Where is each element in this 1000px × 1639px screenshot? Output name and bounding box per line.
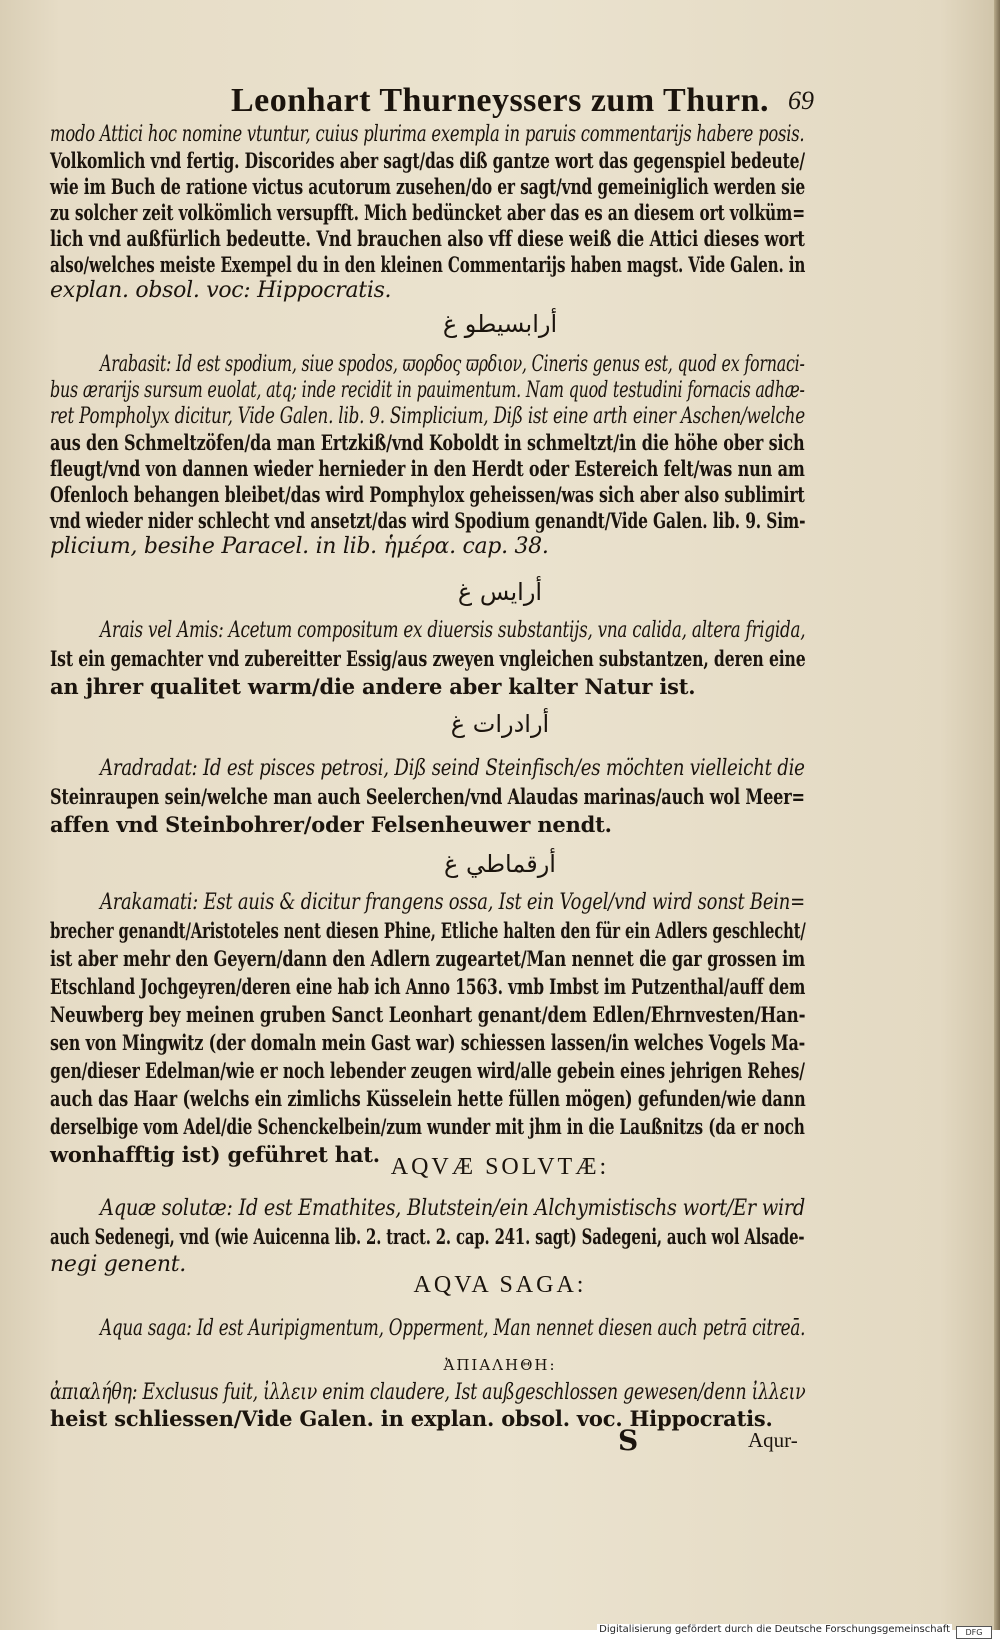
text-line: explan. obsol. voc: Hippocratis.: [50, 278, 392, 303]
digitization-credit: Digitalisierung gefördert durch die Deutsche Forschungsgemeinschaft: [599, 1624, 950, 1635]
entry-line: an jhrer qualitet warm/die andere aber kalter Natur ist.: [50, 674, 696, 699]
entry-line: plicium, besihe Paracel. in lib. ἡμέρα. cap. 38.: [50, 534, 549, 559]
entry-line: bus ærarijs sursum euolat, atq; inde recidit in pauimentum. Nam quod testudini fornacis adhæ-: [50, 378, 805, 403]
page-number: 69: [788, 86, 814, 115]
greek-heading: ἈΠΙΑΛΗΘΗ:: [443, 1356, 557, 1374]
entry-line: affen vnd Steinbohrer/oder Felsenheuwer nendt.: [50, 812, 612, 837]
entry-line: Arakamati: Est auis & dicitur frangens ossa, Ist ein Vogel/vnd wird sonst Bein=: [100, 890, 805, 915]
entry-line: Etschland Jochgeyren/deren eine hab ich Anno 1563. vmb Imbst im Putzenthal/auff dem: [50, 974, 806, 999]
entry-line: Ist ein gemachter vnd zubereitter Essig/aus zweyen vngleichen substantzen, deren eine: [50, 646, 806, 671]
text-line: modo Attici hoc nomine vtuntur, cuius plurima exempla in paruis commentarijs habere posis.: [50, 122, 805, 147]
arabic-heading: أرابسيطو ﻍ: [442, 310, 558, 338]
entry-line: Aqua saga: Id est Auripigmentum, Opperment, Man nennet diesen auch petrā citreā.: [100, 1316, 806, 1341]
section-heading: AQVA SAGA:: [413, 1272, 587, 1298]
page-edge: [994, 0, 1000, 1630]
arabic-heading: أرقماطي ﻍ: [444, 850, 556, 878]
entry-line: wonhafftig ist) geführet hat.: [50, 1142, 380, 1167]
entry-line: gen/dieser Edelman/wie er noch lebender zeugen wird/alle gebein eines jehrigen Rehes/: [50, 1058, 805, 1083]
text-line: Volkomlich vnd fertig. Discorides aber sagt/das diß gantze wort das gegenspiel bedeute/: [50, 148, 805, 173]
entry-line: derselbige vom Adel/die Schenckelbein/zum wunder mit jhm in die Laußnitzs (da er noch: [50, 1114, 805, 1139]
entry-line: ret Pompholyx dicitur, Vide Galen. lib. 9. Simplicium, Diß ist eine arth einer Aschen/welche: [50, 404, 805, 429]
entry-line: vnd wieder nider schlecht vnd ansetzt/das wird Spodium genandt/Vide Galen. lib. 9. Sim-: [50, 508, 806, 533]
arabic-heading: أرادرات ﻍ: [450, 710, 550, 738]
entry-line: Neuwberg bey meinen gruben Sanct Leonhart genant/dem Edlen/Ehrnvesten/Han-: [50, 1002, 806, 1027]
signature-mark: S: [618, 1424, 639, 1457]
section-heading: AQVÆ SOLVTÆ:: [390, 1154, 610, 1180]
entry-line: brecher genandt/Aristoteles nent diesen Phine, Etliche halten den für ein Adlers geschlecht/: [50, 918, 806, 943]
entry-line: aus den Schmeltzöfen/da man Ertzkiß/vnd Koboldt in schmeltzt/in die höhe ober sich: [50, 430, 805, 455]
entry-line: Steinraupen sein/welche man auch Seelerchen/vnd Alaudas marinas/auch wol Meer=: [50, 784, 805, 809]
entry-line: negi genent.: [50, 1252, 186, 1277]
arabic-heading: أرايس ﻍ: [457, 578, 543, 606]
running-title: Leonhart Thurneyssers zum Thurn.: [230, 82, 770, 119]
text-line: lich vnd außfürlich bedeutte. Vnd brauchen also vff diese weiß die Attici dieses wort: [50, 226, 805, 251]
text-line: wie im Buch de ratione victus acutorum zusehen/do er sagt/vnd gemeiniglich werden sie: [50, 174, 806, 199]
catchword: Aqur-: [748, 1428, 798, 1452]
entry-line: ist aber mehr den Geyern/dann den Adlern zugeartet/Man nennet die gar grossen im: [50, 946, 806, 971]
text-line: also/welches meiste Exempel du in den kleinen Commentarijs haben magst. Vide Galen. in: [50, 252, 806, 277]
entry-line: Arabasit: Id est spodium, siue spodos, ϖορδος ϖρδιον, Cineris genus est, quod ex fornaci-: [100, 352, 805, 377]
entry-line: Aquæ solutæ: Id est Emathites, Blutstein/ein Alchymistischs wort/Er wird: [100, 1196, 806, 1221]
entry-line: sen von Mingwitz (der domaln mein Gast war) schiessen lassen/in welches Vogels Ma-: [50, 1030, 806, 1055]
entry-line: auch das Haar (welchs ein zimlichs Küsselein hette füllen mögen) gefunden/wie dann: [50, 1086, 806, 1111]
entry-line: auch Sedenegi, vnd (wie Auicenna lib. 2. tract. 2. cap. 241. sagt) Sadegeni, auch wol Alsade-: [50, 1224, 805, 1249]
entry-line: ἀπιαλήθη: Exclusus fuit, ἰλλειν enim claudere, Ist außgeschlossen gewesen/denn ἰλλειν: [50, 1380, 806, 1405]
text-line: zu solcher zeit volkömlich versupfft. Mich bedüncket aber das es an diesem ort volküm=: [50, 200, 805, 225]
entry-line: heist schliessen/Vide Galen. in explan. obsol. voc. Hippocratis.: [50, 1406, 773, 1431]
entry-line: Arais vel Amis: Acetum compositum ex diuersis substantijs, vna calida, altera frigida,: [100, 618, 806, 643]
dfg-logo: DFG: [956, 1626, 992, 1639]
entry-line: fleugt/vnd von dannen wieder hernieder in den Herdt oder Estereich felt/was nun am: [50, 456, 805, 481]
entry-line: Aradradat: Id est pisces petrosi, Diß seind Steinfisch/es möchten vielleicht die: [100, 756, 805, 781]
entry-line: Ofenloch behangen bleibet/das wird Pomphylox geheissen/was sich aber also sublimirt: [50, 482, 805, 507]
